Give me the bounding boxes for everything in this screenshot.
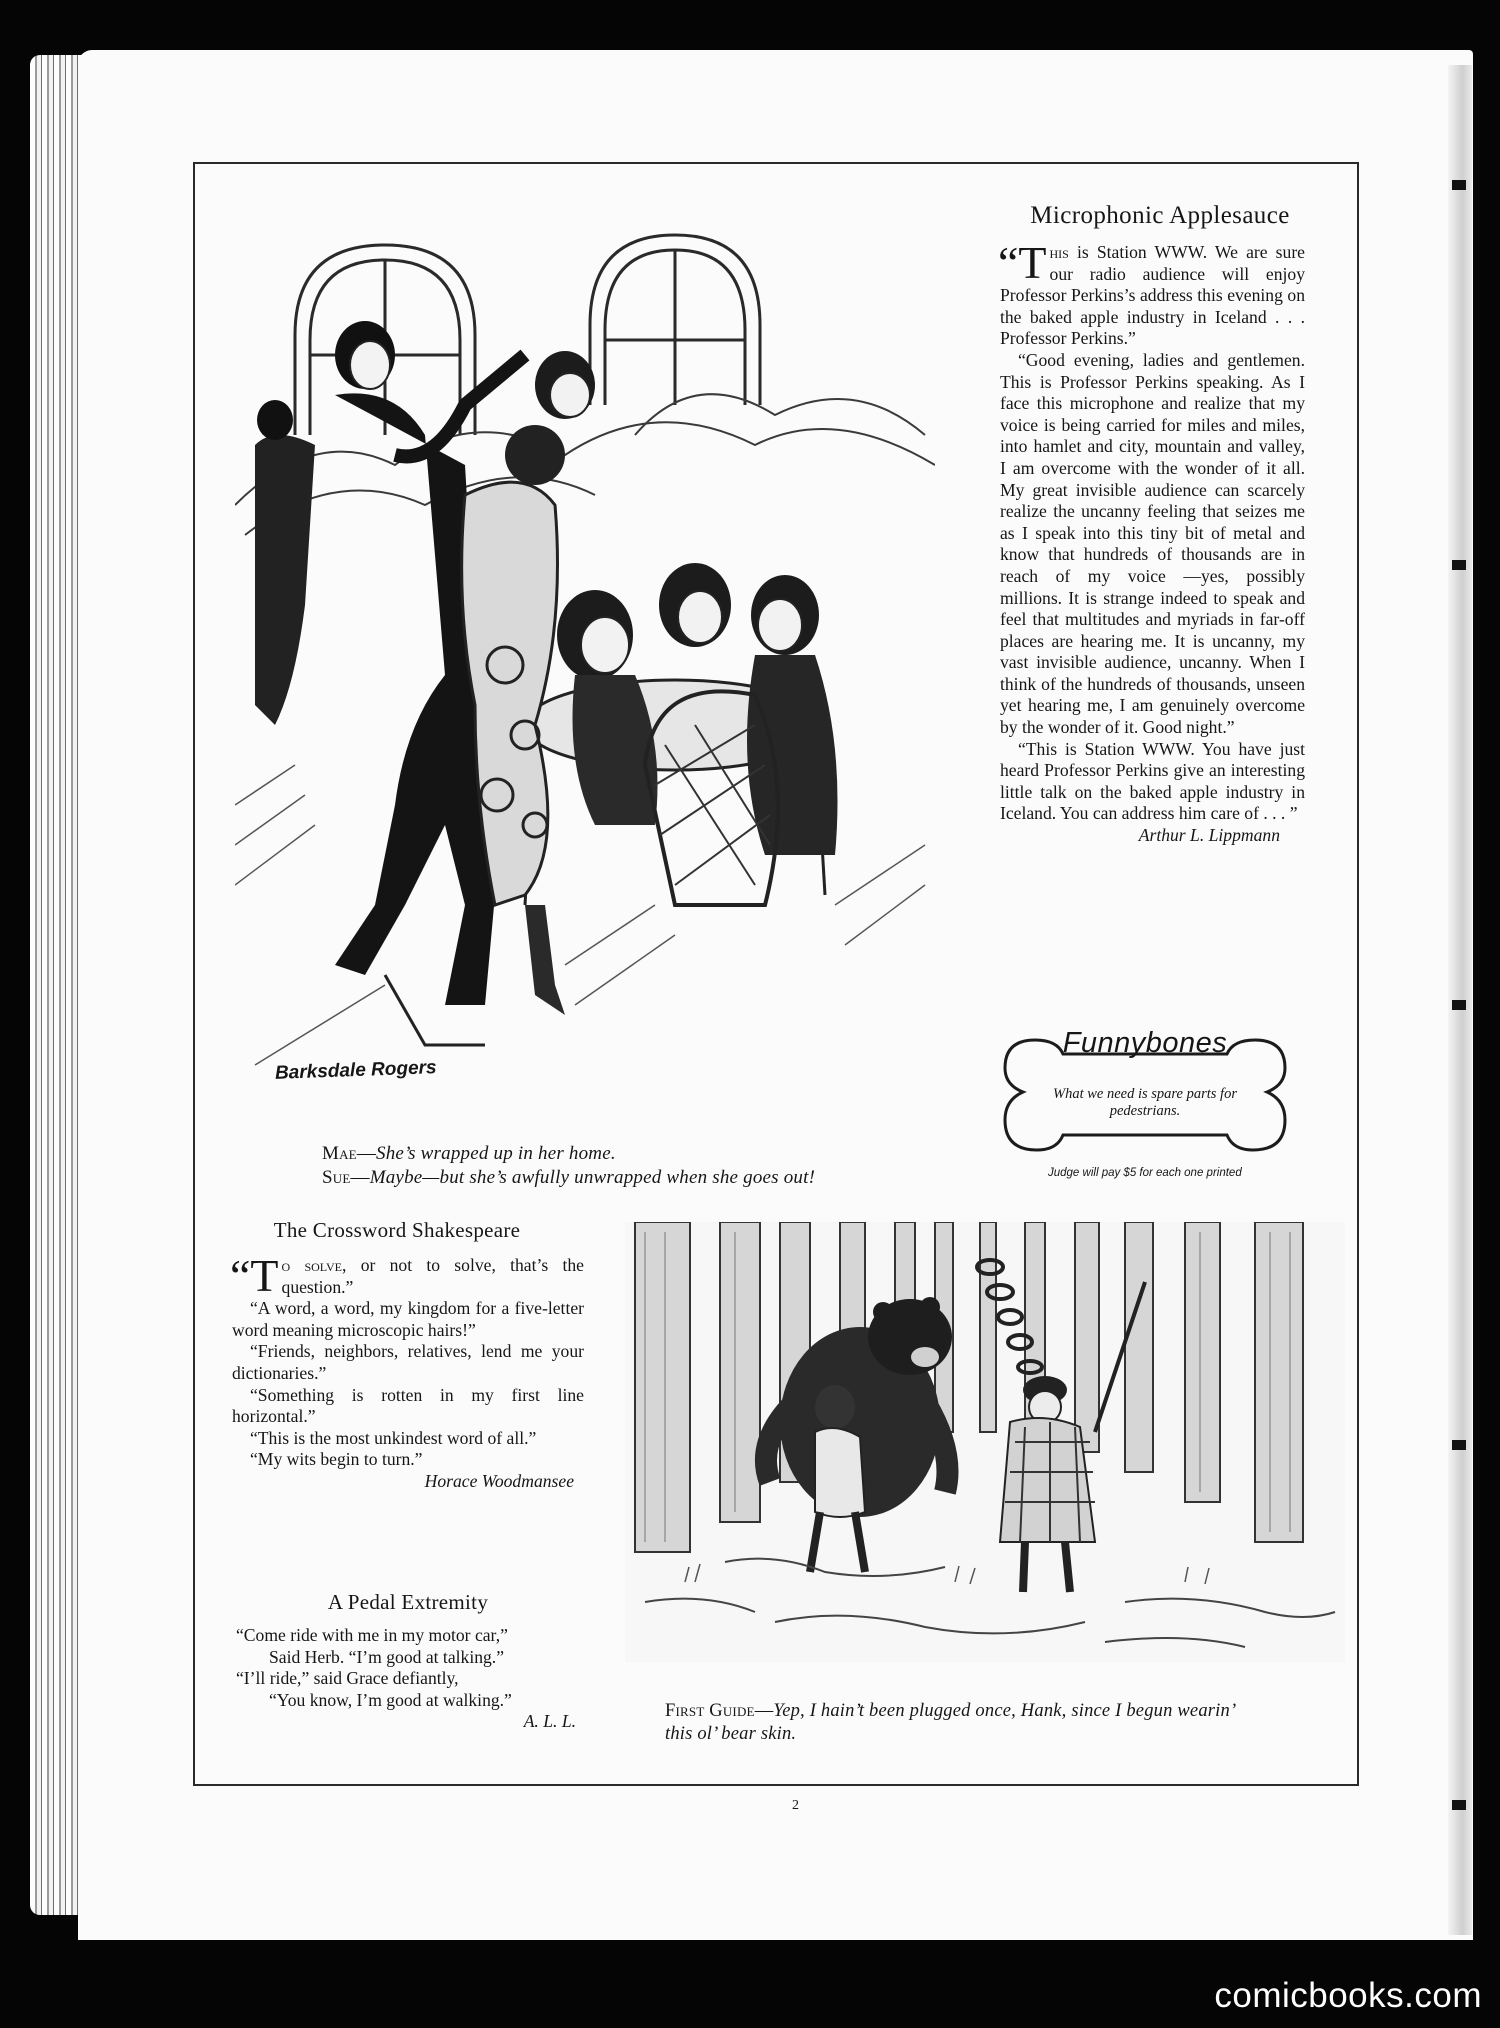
caption-text: She’s wrapped up in her home. bbox=[376, 1143, 616, 1164]
binding-mark bbox=[1452, 560, 1466, 570]
bear-cartoon-caption bbox=[665, 1700, 1345, 1746]
caption-line-2 bbox=[665, 1723, 1345, 1746]
pedal-title: A Pedal Extremity bbox=[327, 1590, 489, 1614]
dash: — bbox=[350, 1167, 370, 1188]
artist-signature: Barksdale Rogers bbox=[274, 1057, 437, 1084]
funnybones-footer: Judge will pay $5 for each one printed bbox=[1048, 1167, 1242, 1179]
dash: — bbox=[754, 1701, 774, 1721]
speaker-name: First Guide bbox=[665, 1701, 755, 1721]
lead-in: o solve, bbox=[281, 1255, 347, 1275]
author-byline: A. L. L. bbox=[523, 1711, 576, 1732]
crossword-line: “This is the most unkindest word of all.” bbox=[250, 1427, 537, 1448]
dash: — bbox=[356, 1143, 377, 1164]
dance-cartoon-illustration bbox=[235, 205, 935, 1105]
drop-cap: “T bbox=[998, 237, 1047, 288]
article-paragraph: “Good evening, ladies and gentlemen. This is Professor Perkins speaking. As I face this microphone and realize that my voice is being carried for miles and miles, into hamlet and city, mountain and valley, I am overcome with the wonder of it all. My great invisible audience can scarcely realize the uncanny feeling that seizes me as I speak into this tiny bit of metal and know that hundreds of thousands are in reach of my voice —yes, possibly millions. It is strange indeed to speak and feel that multitudes and myriads in far-off places are hearing me. It is uncanny, my vast invisible audience, uncanny. When I think of the hundreds of thousands, unseen yet hearing me, I am genuinely overcome by the wonder of it. Good night.” bbox=[1000, 349, 1305, 738]
binding-mark bbox=[1452, 180, 1466, 190]
poem-line: “Come ride with me in my motor car,” bbox=[236, 1625, 508, 1645]
crossword-line: “A word, a word, my kingdom for a five-letter word meaning microscopic hairs!” bbox=[232, 1298, 584, 1340]
crossword-body bbox=[230, 1250, 584, 1493]
article-title: Microphonic Applesauce bbox=[1030, 202, 1290, 229]
author-byline: Horace Woodmansee bbox=[424, 1470, 574, 1491]
poem-line: “You know, I’m good at walking.” bbox=[269, 1689, 512, 1710]
crossword-line: “Something is rotten in my first line horizontal.” bbox=[232, 1384, 584, 1427]
funnybones-joke: What we need is spare parts for pedestrians. bbox=[1053, 1086, 1237, 1119]
binding-mark bbox=[1452, 1800, 1466, 1810]
caption-text: Maybe—but she’s awfully unwrapped when she goes out! bbox=[369, 1167, 816, 1188]
funnybones-title: Funnybones bbox=[1062, 1027, 1228, 1059]
paragraph-text: or not to solve, that’s the question.” bbox=[281, 1255, 584, 1297]
microphonic-article-body bbox=[998, 237, 1305, 847]
funnybones-box bbox=[995, 1027, 1295, 1180]
page-number: 2 bbox=[792, 1798, 799, 1813]
speaker-name: Mae bbox=[322, 1143, 357, 1164]
lead-in: his bbox=[1049, 242, 1069, 262]
watermark: comicbooks.com bbox=[1214, 1976, 1482, 2015]
crossword-line: “My wits begin to turn.” bbox=[250, 1449, 423, 1470]
caption-line-1 bbox=[665, 1700, 1345, 1723]
article-paragraph: “This is Station WWW. You have just heard Professor Perkins give an interesting little talk on the baked apple industry in Iceland. You can address him care of . . . ” bbox=[1000, 738, 1305, 824]
dance-cartoon-caption bbox=[322, 1142, 962, 1190]
crossword-line bbox=[230, 1250, 584, 1301]
caption-text: this ol’ bear skin. bbox=[665, 1724, 797, 1744]
speaker-name: Sue bbox=[322, 1167, 351, 1188]
caption-line-1 bbox=[322, 1142, 962, 1166]
pedal-poem bbox=[236, 1625, 588, 1733]
bear-cartoon-illustration bbox=[625, 1222, 1345, 1662]
binding-mark bbox=[1452, 1440, 1466, 1450]
caption-line-2 bbox=[322, 1166, 962, 1190]
poem-line: Said Herb. “I’m good at talking.” bbox=[269, 1646, 505, 1667]
author-byline: Arthur L. Lippmann bbox=[1138, 825, 1280, 846]
crossword-line: “Friends, neighbors, relatives, lend me your dictionaries.” bbox=[232, 1341, 584, 1383]
binding-mark bbox=[1452, 1000, 1466, 1010]
paragraph-text: is Station WWW. We are sure our radio audience will enjoy Professor Perkins’s address this evening on the baked apple industry in Iceland . . . Professor Perkins.” bbox=[1000, 242, 1305, 349]
article-paragraph bbox=[998, 237, 1305, 350]
crossword-title: The Crossword Shakespeare bbox=[273, 1218, 521, 1242]
drop-cap: “T bbox=[230, 1250, 279, 1301]
poem-line: “I’ll ride,” said Grace defiantly, bbox=[236, 1668, 459, 1689]
caption-text: Yep, I hain’t been plugged once, Hank, since I begun wearin’ bbox=[773, 1701, 1237, 1721]
